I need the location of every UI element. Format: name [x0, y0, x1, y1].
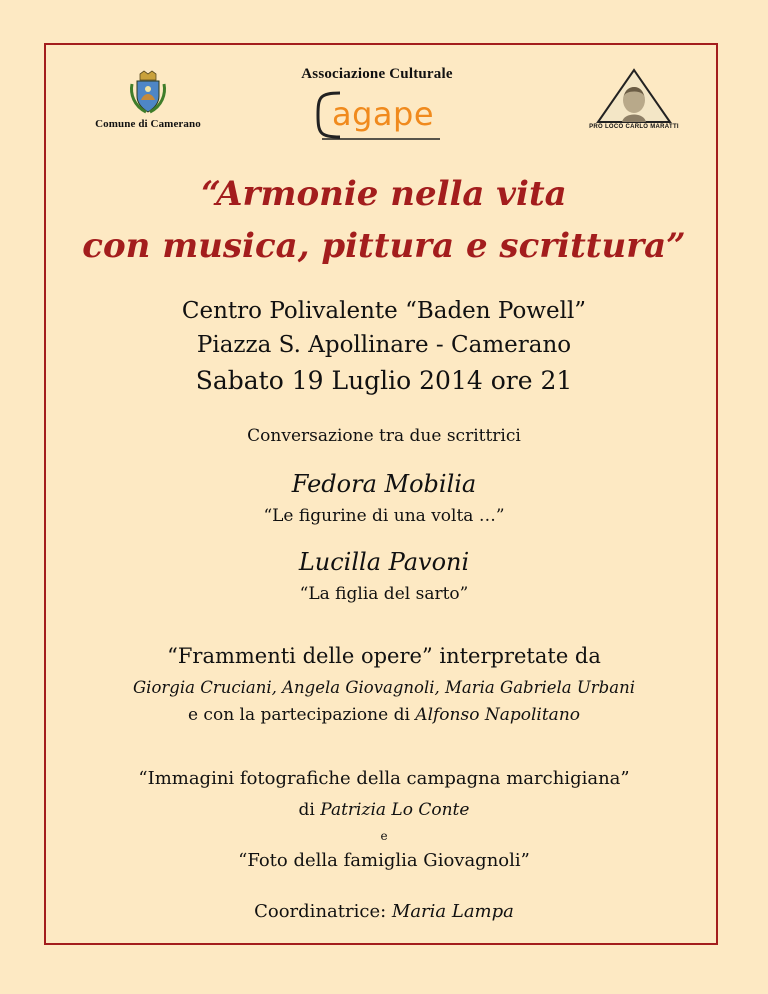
association-heading: Associazione Culturale	[301, 66, 453, 82]
book-title-1: “Le figurine di una volta …”	[263, 506, 505, 526]
proloco-caption: PRO LOCO CARLO MARATTI	[589, 124, 679, 130]
event-title-line-2: con musica, pittura e scrittura”	[82, 226, 686, 266]
fragments-heading: “Frammenti delle opere” interpretate da	[167, 644, 601, 668]
photographer-name: Patrizia Lo Conte	[320, 800, 470, 820]
book-title-2: “La figlia del sarto”	[299, 584, 469, 604]
participation-prefix: e con la partecipazione di	[187, 705, 410, 725]
author-name-2: Lucilla Pavoni	[298, 548, 470, 576]
agape-mark	[310, 87, 444, 145]
performers-list: Giorgia Cruciani, Angela Giovagnoli, Maria Gabriela Urbani	[133, 678, 635, 697]
photo-exhibit-title-2: “Foto della famiglia Giovagnoli”	[238, 850, 530, 871]
comune-logo	[88, 70, 208, 136]
event-date: Sabato 19 Luglio 2014 ore 21	[195, 366, 573, 395]
participation-line	[0, 705, 768, 725]
coordinator-line	[0, 901, 768, 922]
participation-name: Alfonso Napolitano	[415, 705, 581, 725]
coordinator-name: Maria Lampa	[391, 901, 514, 922]
comune-caption: Comune di Camerano	[95, 118, 201, 130]
photographer-line	[0, 800, 768, 820]
triangle-portrait-icon	[582, 68, 686, 126]
coat-of-arms-icon	[128, 70, 168, 114]
photos-conjunction: e	[380, 829, 388, 843]
coordinator-label: Coordinatrice:	[254, 901, 387, 922]
agape-wordmark: agape	[332, 95, 435, 133]
event-title-line-1: “Armonie nella vita	[201, 174, 567, 214]
agape-logo	[270, 66, 484, 148]
photographer-prefix: di	[298, 800, 315, 820]
venue-address: Piazza S. Apollinare - Camerano	[196, 332, 572, 358]
proloco-logo	[582, 68, 686, 136]
conversation-intro: Conversazione tra due scrittrici	[247, 426, 521, 446]
author-name-1: Fedora Mobilia	[291, 470, 477, 498]
photo-exhibit-title-1: “Immagini fotografiche della campagna marchigiana”	[138, 768, 630, 789]
venue-name: Centro Polivalente “Baden Powell”	[181, 298, 587, 324]
